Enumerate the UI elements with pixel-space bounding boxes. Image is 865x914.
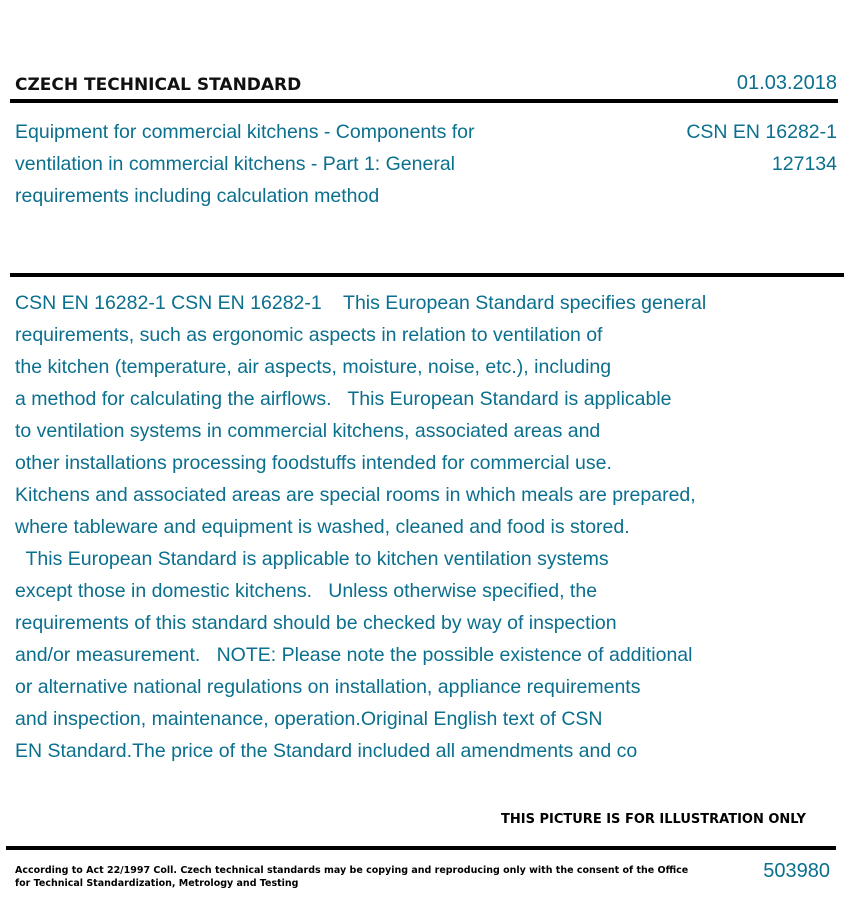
- abstract-line: This European Standard is applicable to kitchen ventilation systems: [15, 548, 609, 570]
- standard-identifiers: [686, 116, 837, 180]
- abstract-line: Kitchens and associated areas are special rooms in which meals are prepared,: [15, 484, 696, 506]
- copyright-notice-line: for Technical Standardization, Metrology and Testing: [15, 878, 299, 889]
- footer-divider: [6, 846, 836, 850]
- title-divider: [10, 273, 844, 277]
- abstract-line: and/or measurement. NOTE: Please note the possible existence of additional: [15, 644, 693, 666]
- abstract-line: other installations processing foodstuffs intended for commercial use.: [15, 452, 612, 474]
- abstract-line: requirements of this standard should be checked by way of inspection: [15, 612, 617, 634]
- standard-catalog-number: 127134: [771, 153, 837, 175]
- standard-title-line: Equipment for commercial kitchens - Components for: [15, 121, 475, 143]
- standard-title-line: requirements including calculation method: [15, 185, 380, 207]
- abstract-line: requirements, such as ergonomic aspects in relation to ventilation of: [15, 324, 603, 346]
- standard-title: [15, 116, 575, 212]
- abstract-line: a method for calculating the airflows. This European Standard is applicable: [15, 388, 672, 410]
- abstract-line: to ventilation systems in commercial kitchens, associated areas and: [15, 420, 601, 442]
- abstract-line: the kitchen (temperature, air aspects, moisture, noise, etc.), including: [15, 356, 612, 378]
- abstract-line: where tableware and equipment is washed, cleaned and food is stored.: [15, 516, 630, 538]
- standard-code: CSN EN 16282-1: [686, 121, 837, 143]
- copyright-notice: [15, 864, 689, 890]
- abstract-line: and inspection, maintenance, operation.Original English text of CSN: [15, 708, 603, 730]
- header-divider: [10, 99, 838, 103]
- abstract-line: EN Standard.The price of the Standard included all amendments and co: [15, 740, 638, 762]
- publication-date: 01.03.2018: [736, 72, 837, 94]
- abstract-line: except those in domestic kitchens. Unless otherwise specified, the: [15, 580, 598, 602]
- standard-abstract: [15, 287, 795, 767]
- abstract-line: or alternative national regulations on installation, appliance requirements: [15, 676, 641, 698]
- copyright-notice-line: According to Act 22/1997 Coll. Czech technical standards may be copying and reproducing only with the consent of the Office: [15, 865, 689, 876]
- standard-title-line: ventilation in commercial kitchens - Part 1: General: [15, 153, 456, 175]
- abstract-line: CSN EN 16282-1 CSN EN 16282-1 This European Standard specifies general: [15, 292, 707, 314]
- product-number: 503980: [763, 860, 830, 882]
- illustration-disclaimer: THIS PICTURE IS FOR ILLUSTRATION ONLY: [501, 812, 806, 827]
- document-type-heading: CZECH TECHNICAL STANDARD: [15, 75, 302, 95]
